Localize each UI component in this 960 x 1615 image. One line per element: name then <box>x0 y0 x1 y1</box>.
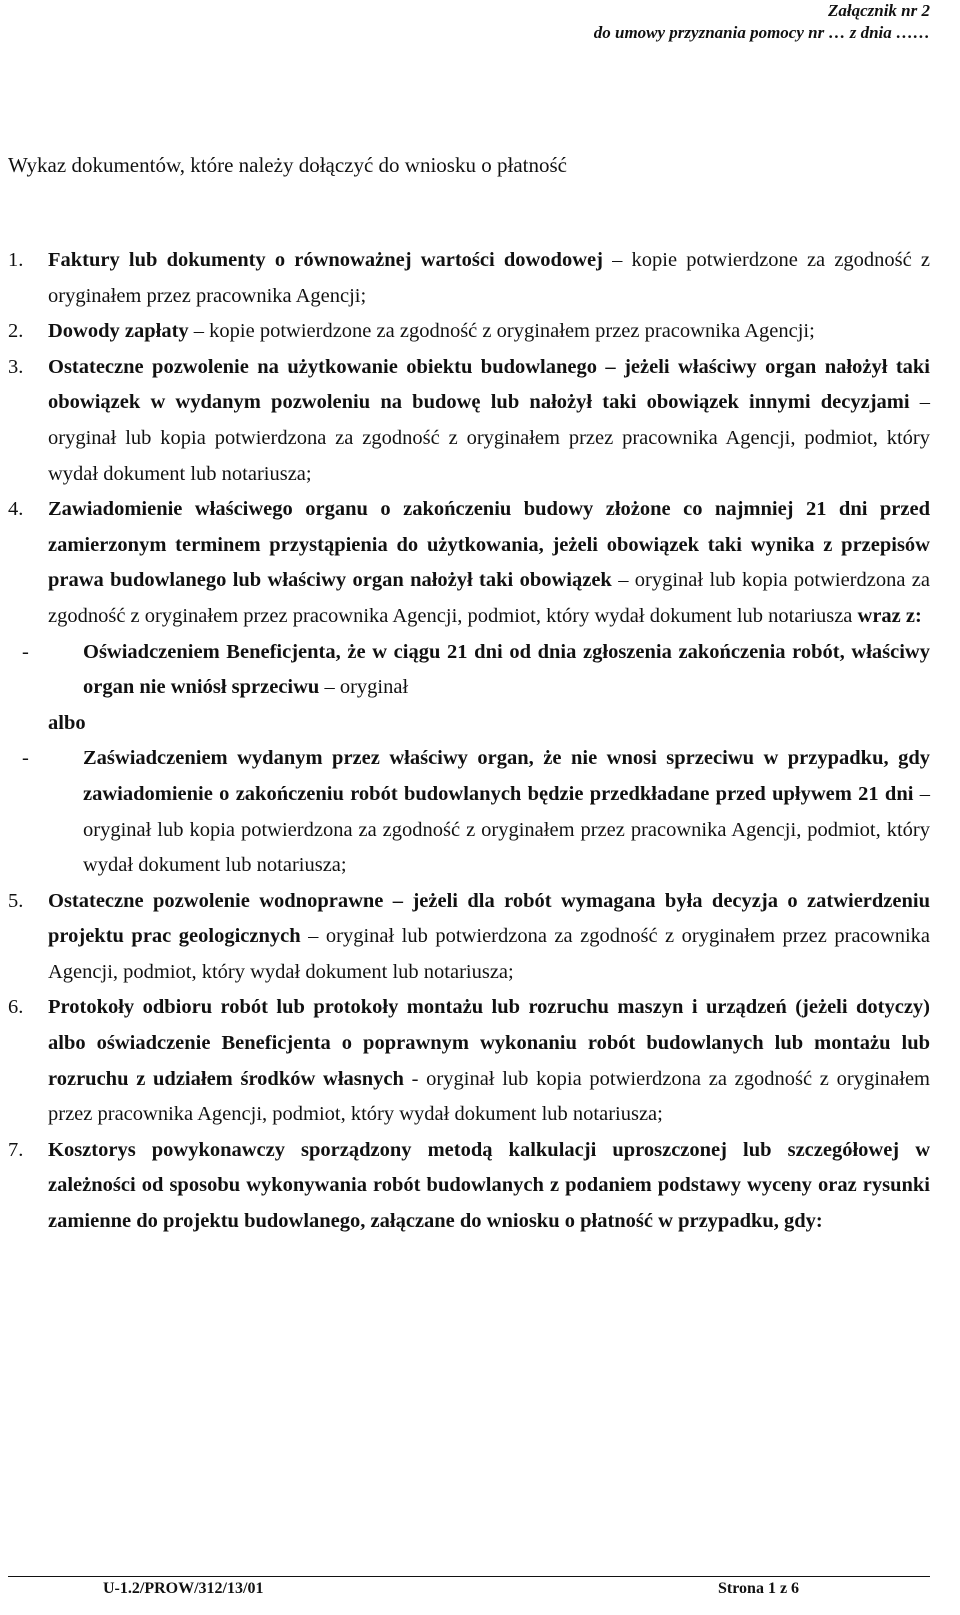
sub-item-text: – oryginał lub kopia potwierdzona za zgodność z oryginałem przez pracownika Agencji, podmiot, który wydał dokument lub notariusza; <box>83 782 931 877</box>
item-number: 6. <box>8 996 24 1019</box>
item-bold-text: Ostateczne pozwolenie na użytkowanie obiektu budowlanego – jeżeli właściwy organ nałożył taki obowiązek w wydanym pozwoleniu na budowę lub nałożył taki obowiązek innymi decyzjami <box>48 355 930 414</box>
item-number: 2. <box>8 320 24 343</box>
document-list <box>8 243 930 1240</box>
item-number: 1. <box>8 249 24 271</box>
list-item-1 <box>8 243 930 314</box>
item-number: 3. <box>8 355 24 378</box>
item-bold-text: Dowody zapłaty <box>48 320 189 343</box>
sub-item-text: – oryginał <box>319 676 409 699</box>
list-item-4 <box>8 492 930 634</box>
item-text: - oryginał lub kopia potwierdzona za zgodność z oryginałem przez pracownika Agencji, podmiot, który wydał dokument lub notariusza; <box>48 1067 930 1126</box>
sub-item-bold-text: Zaświadczeniem wydanym przez właściwy organ, że nie wnosi sprzeciwu w przypadku, gdy zawiadomienie o zakończeniu robót budowlanych będzie przedkładane przed upływem 21 dni <box>83 747 930 805</box>
list-item-5 <box>8 884 930 991</box>
item-text: – oryginał lub kopia potwierdzona za zgodność z oryginałem przez pracownika Agencji, podmiot, który wydał dokument lub notariusza <box>48 569 931 627</box>
sub-item-bold-text: Oświadczeniem Beneficjenta, że w ciągu 21 dni od dnia zgłoszenia zakończenia robót, właściwy organ nie wniósł sprzeciwu <box>83 640 930 699</box>
item-text: – kopie potwierdzone za zgodność z oryginałem przez pracownika Agencji; <box>188 320 815 343</box>
dash-bullet: - <box>22 640 29 663</box>
attachment-header <box>594 0 930 44</box>
attachment-number: Załącznik nr 2 <box>827 1 930 20</box>
agreement-reference: do umowy przyznania pomocy nr … z dnia …… <box>593 23 930 42</box>
item-text: – oryginał lub kopia potwierdzona za zgodność z oryginałem przez pracownika Agencji, podmiot, który wydał dokument lub notariusza; <box>48 391 931 485</box>
document-title: Wykaz dokumentów, które należy dołączyć do wniosku o płatność <box>8 153 567 177</box>
dash-bullet: - <box>22 747 29 770</box>
footer-page-number: Strona 1 z 6 <box>718 1580 800 1597</box>
item-bold-text: Protokoły odbioru robót lub protokoły montażu lub rozruchu maszyn i urządzeń (jeżeli dotyczy) albo oświadczenie Beneficjenta o poprawnym wykonaniu robót budowlanych lub montażu lub rozruchu z udziałem środków własnych <box>48 996 930 1090</box>
item-number: 7. <box>8 1138 24 1161</box>
list-item-2 <box>8 314 930 350</box>
item-bold-text: Zawiadomienie właściwego organu o zakończeniu budowy złożone co najmniej 21 dni przed zamierzonym terminem przystąpienia do użytkowania, jeżeli obowiązek taki wynika z przepisów prawa budowlanego lub właściwy organ nałożył taki obowiązek <box>48 498 930 592</box>
item-bold-text: Faktury lub dokumenty o równoważnej wartości dowodowej <box>48 249 603 271</box>
item-bold-text: Kosztorys powykonawczy sporządzony metodą kalkulacji uproszczonej lub szczegółowej w zależności od sposobu wykonywania robót budowlanych z podaniem podstawy wyceny oraz rysunki zamienne do projektu budowlanego, załączane do wniosku o płatność w przypadku, gdy: <box>48 1138 930 1233</box>
list-item-3 <box>8 350 930 492</box>
sub-item-2 <box>8 741 930 883</box>
footer-divider <box>8 1576 930 1577</box>
list-item-7 <box>8 1133 930 1240</box>
albo-connector: albo <box>48 711 86 734</box>
sub-item-1 <box>8 635 930 706</box>
item-number: 5. <box>8 889 24 912</box>
item-text: – kopie potwierdzone za zgodność z oryginałem przez pracownika Agencji; <box>48 249 930 307</box>
item-bold-text: Ostateczne pozwolenie wodnoprawne – jeżeli dla robót wymagana była decyzja o zatwierdzeniu projektu prac geologicznych <box>48 889 930 948</box>
item-number: 4. <box>8 498 24 521</box>
footer-form-code: U-1.2/PROW/312/13/01 <box>103 1580 264 1597</box>
item-bold-suffix: wraz z: <box>857 604 922 627</box>
item-text: – oryginał lub potwierdzona za zgodność z oryginałem przez pracownika Agencji, podmiot, który wydał dokument lub notariusza; <box>48 925 930 983</box>
list-item-6 <box>8 990 930 1132</box>
